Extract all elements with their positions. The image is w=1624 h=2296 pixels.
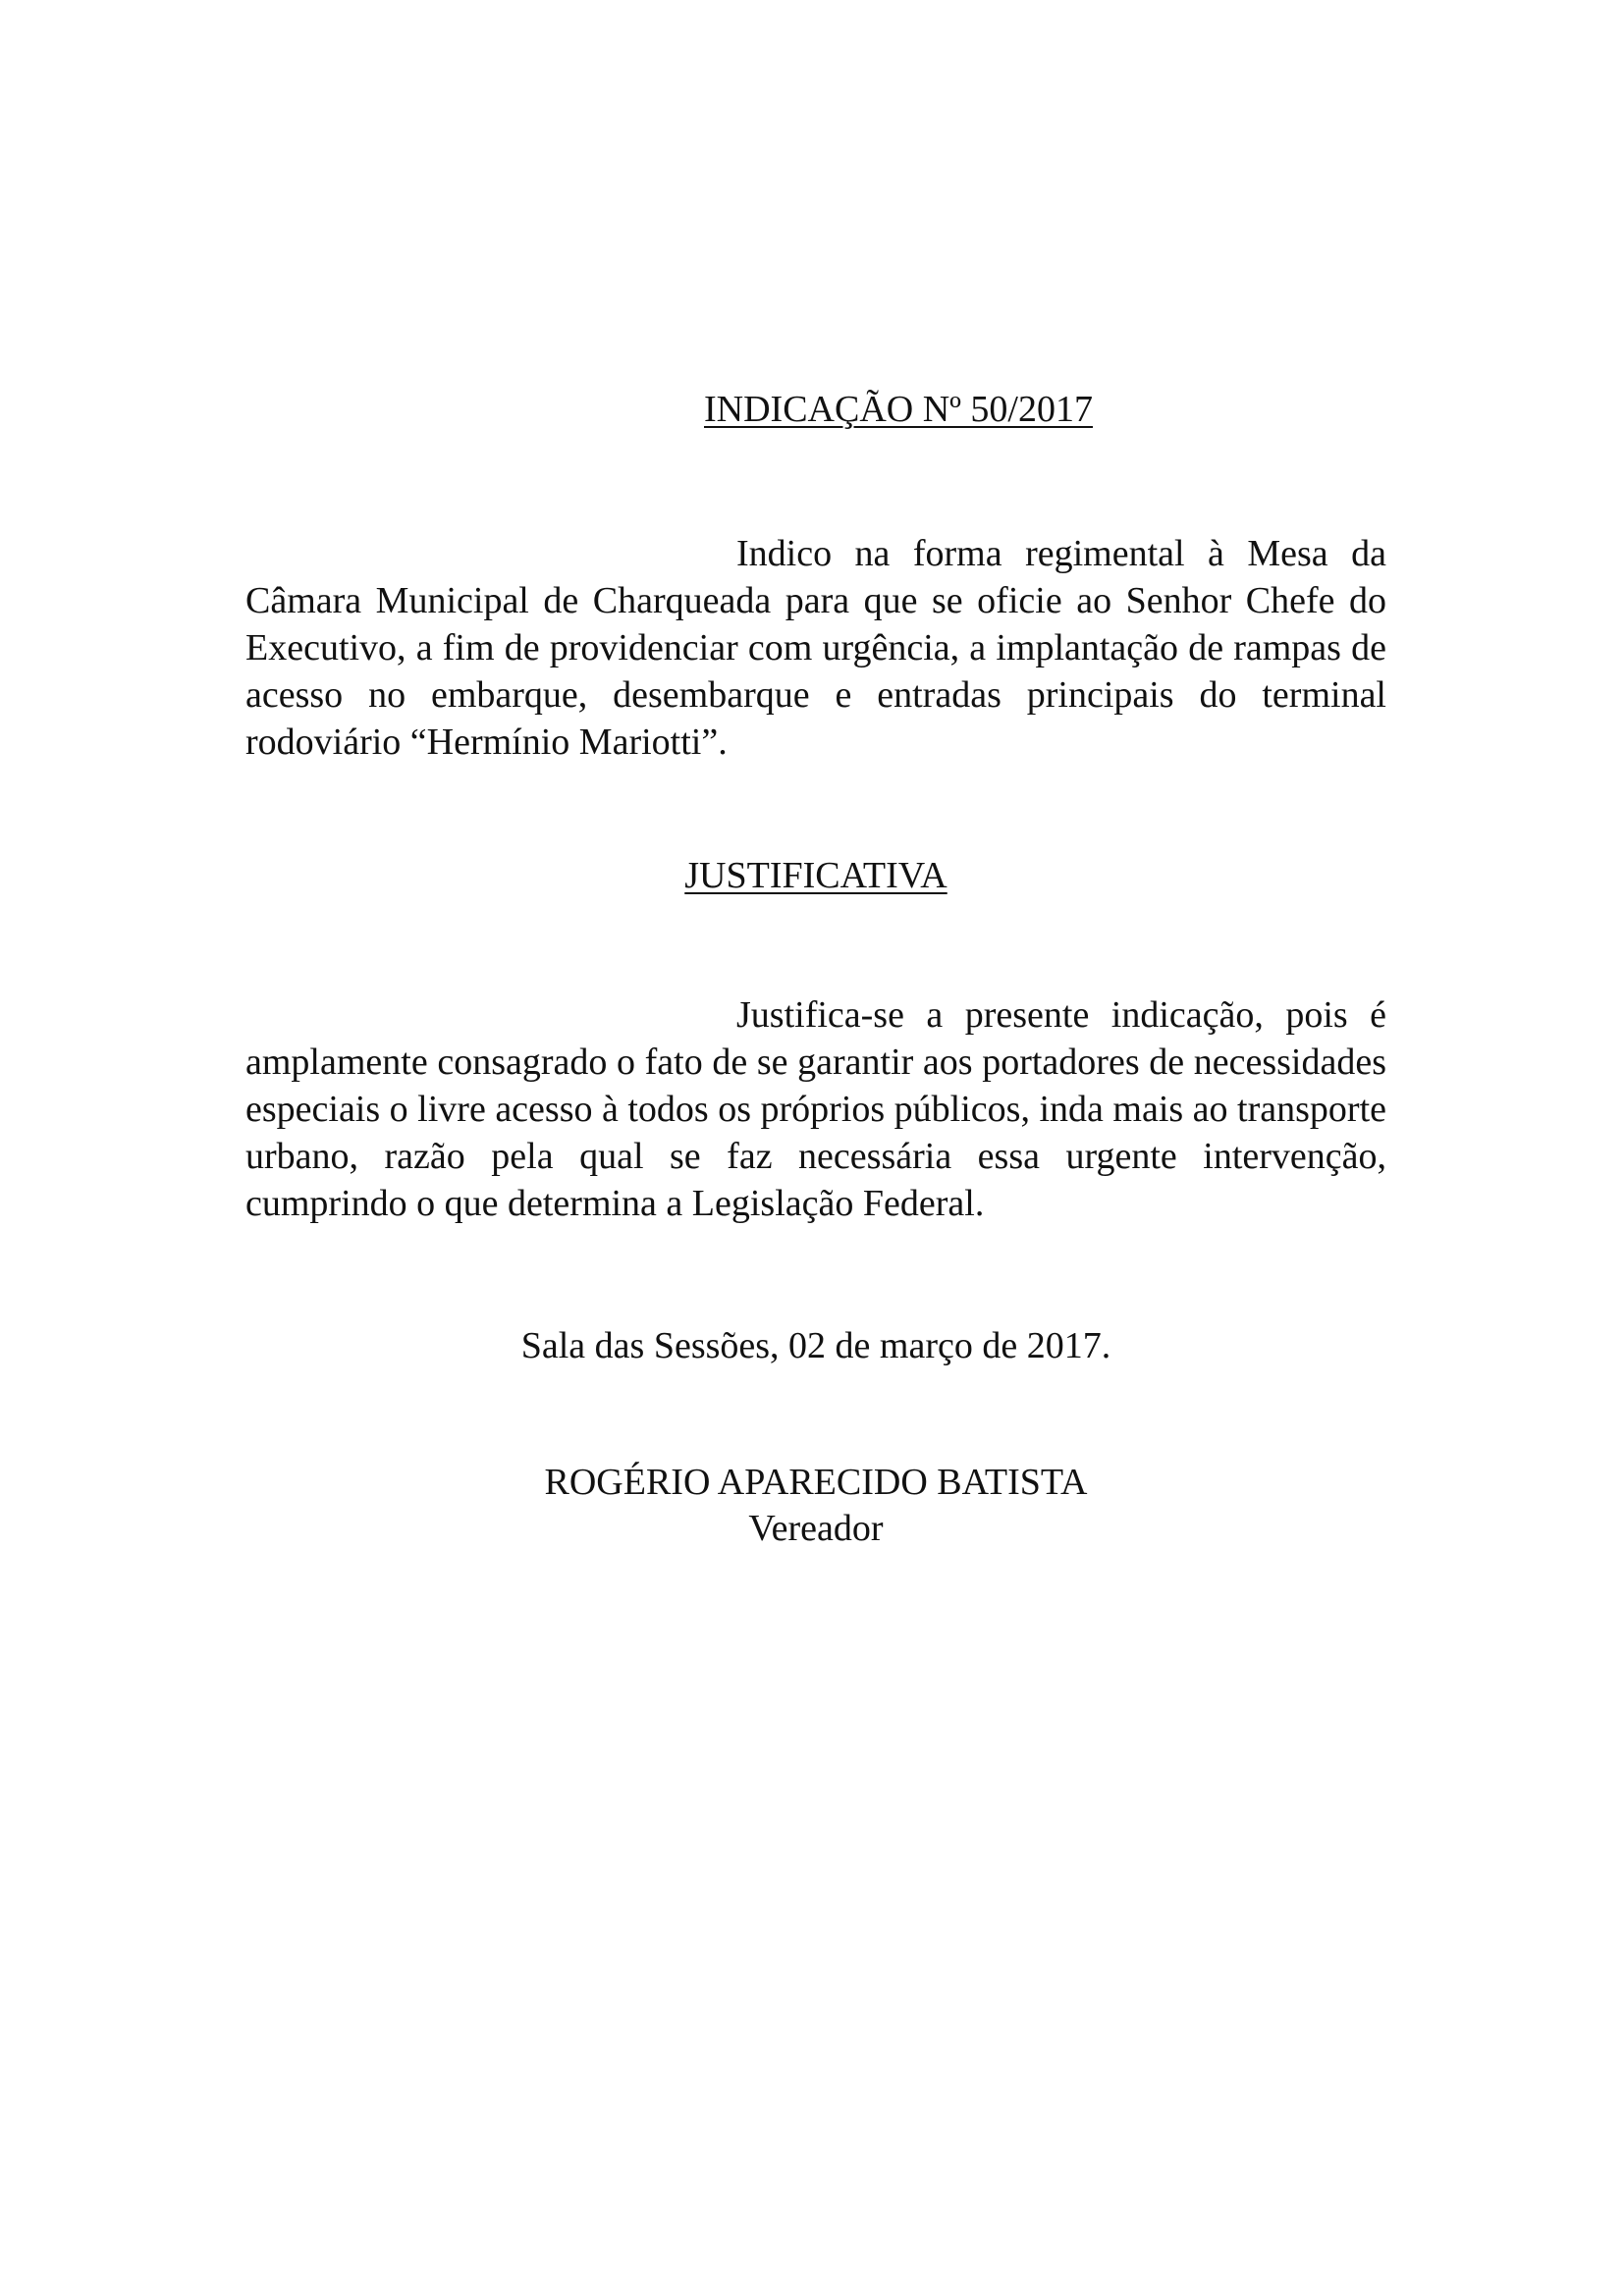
indication-paragraph: Indico na forma regimental à Mesa da Câmara Municipal de Charqueada para que se oficie ao Senhor Chefe do Executivo, a fim de providenciar com urgência, a implantação de rampas de acesso no embarque, desembarque e entradas principais do terminal rodoviário “Hermínio Mariotti”.	[245, 533, 1386, 763]
justification-heading: JUSTIFICATIVA	[684, 855, 947, 896]
document-title: INDICAÇÃO Nº 50/2017	[704, 389, 1093, 430]
date-line: Sala das Sessões, 02 de março de 2017.	[520, 1325, 1111, 1366]
signer-name: ROGÉRIO APARECIDO BATISTA	[544, 1462, 1088, 1503]
signer-role: Vereador	[748, 1508, 884, 1549]
justification-heading-block	[245, 852, 1386, 899]
justification-paragraph: Justifica-se a presente indicação, pois é amplamente consagrado o fato de se garantir aos portadores de necessidades especiais o livre acesso à todos os próprios públicos, inda mais ao transporte urbano, razão pela qual se faz necessária essa urgente intervenção, cumprindo o que determina a Legislação Federal.	[245, 994, 1386, 1224]
